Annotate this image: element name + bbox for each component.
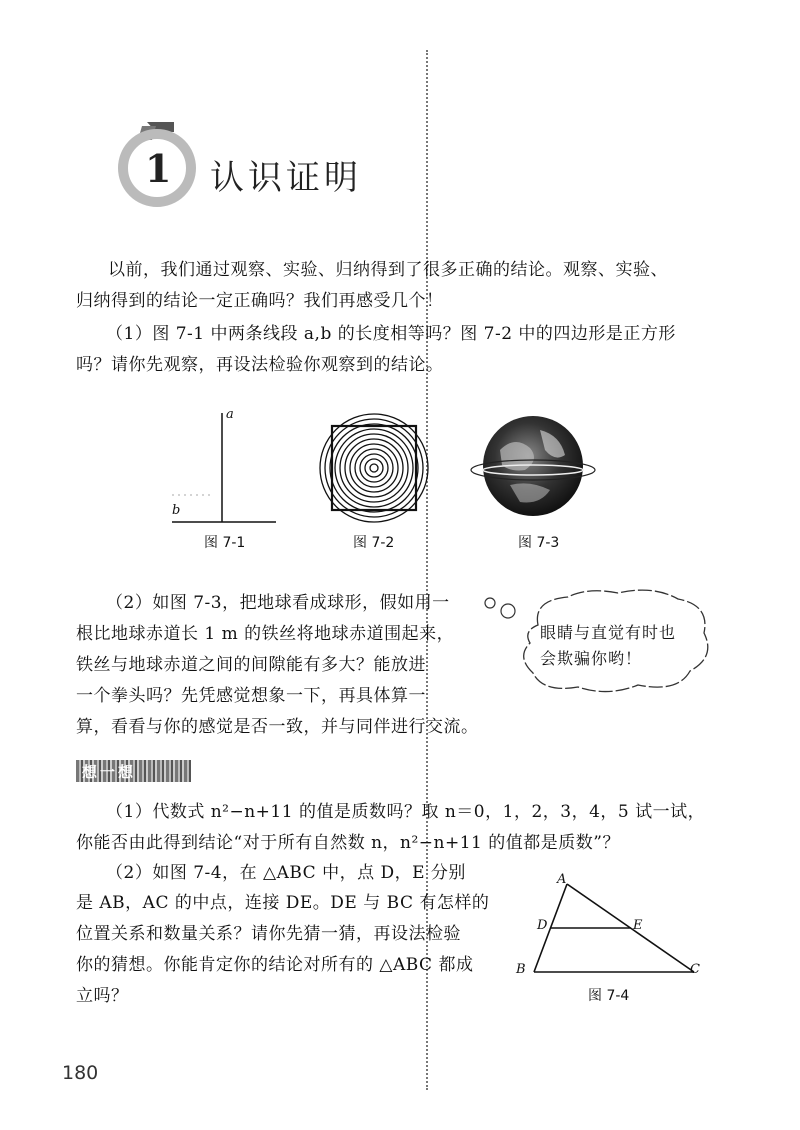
t2-line-2: 是 AB，AC 的中点，连接 DE。DE 与 BC 有怎样的 <box>76 893 490 913</box>
t2-line-4: 你的猜想。你能肯定你的结论对所有的 △ABC 都成 <box>76 955 474 975</box>
q1-line-1: （1）图 7-1 中两条线段 a,b 的长度相等吗？图 7-2 中的四边形是正方形 <box>106 324 676 344</box>
fig4-label-C: C <box>690 962 700 977</box>
section-title: 认识证明 <box>210 158 362 198</box>
q1-line-2: 吗？请你先观察，再设法检验你观察到的结论。 <box>76 355 444 375</box>
question-2 <box>106 588 486 619</box>
fig1-caption: 图 7-1 <box>204 535 246 551</box>
fig4-label-E: E <box>633 918 643 933</box>
question-1-cont <box>76 350 726 381</box>
intro-line-2: 归纳得到的结论一定正确吗？我们再感受几个！ <box>76 291 444 311</box>
figure-7-3-earth <box>470 410 600 525</box>
think-item-1 <box>106 797 746 828</box>
q2-line-5: 算，看看与你的感觉是否一致，并与同伴进行交流。 <box>76 717 479 737</box>
fig1-label-a: a <box>226 407 234 422</box>
think-item-1-cont <box>76 828 736 859</box>
t2-line-3: 位置关系和数量关系？请你先猜一猜，再设法检验 <box>76 924 461 944</box>
figure-7-1 <box>168 405 280 530</box>
fig1-label-b: b <box>172 503 181 518</box>
q2-line-1: （2）如图 7-3，把地球看成球形，假如用一 <box>106 593 450 613</box>
q2-line-3: 铁丝与地球赤道之间的间隙能有多大？能放进 <box>76 655 426 675</box>
section-number: 1 <box>145 146 172 191</box>
intro-line-1: 以前，我们通过观察、实验、归纳得到了很多正确的结论。观察、实验、 <box>108 260 668 280</box>
t2-line-1: （2）如图 7-4，在 △ABC 中，点 D，E 分别 <box>106 863 466 883</box>
figure-7-4-triangle <box>520 872 710 982</box>
t2-line-5: 立吗？ <box>76 986 129 1006</box>
bubble-line-2: 会欺骗你哟！ <box>540 649 643 668</box>
t1-line-1: （1）代数式 n²−n+11 的值是质数吗？取 n＝0，1，2，3，4，5 试一试， <box>106 802 706 822</box>
question-2-cont <box>76 619 506 743</box>
fig2-caption: 图 7-2 <box>353 535 395 551</box>
t1-line-2: 你能否由此得到结论“对于所有自然数 n，n²−n+11 的值都是质数”？ <box>76 833 620 853</box>
intro-paragraph-cont <box>76 286 726 317</box>
intro-paragraph <box>108 255 728 286</box>
q2-line-2: 根比地球赤道长 1 m 的铁丝将地球赤道围起来， <box>76 624 455 644</box>
fig4-label-B: B <box>516 962 526 977</box>
fig4-caption: 图 7-4 <box>588 988 630 1004</box>
question-1 <box>106 319 746 350</box>
bubble-text <box>540 620 676 672</box>
think-header-label: 想一想 <box>82 763 137 781</box>
think-item-2-cont <box>76 888 526 1012</box>
think-item-2 <box>106 858 516 889</box>
fig4-label-A: A <box>557 872 567 887</box>
page-number: 180 <box>62 1062 99 1084</box>
bubble-line-1: 眼睛与直觉有时也 <box>540 623 677 642</box>
figure-7-2 <box>318 412 430 524</box>
fig3-caption: 图 7-3 <box>518 535 560 551</box>
fig4-label-D: D <box>537 918 548 933</box>
q2-line-4: 一个拳头吗？先凭感觉想象一下，再具体算一 <box>76 686 426 706</box>
